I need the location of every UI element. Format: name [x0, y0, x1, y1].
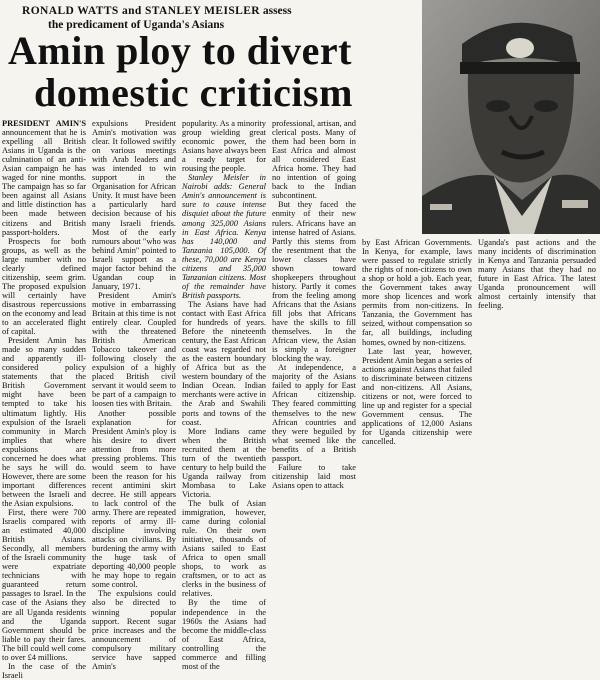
paragraph: The expulsions could also be directed to winning popular support. Recent sugar price increases and the announcement of compulsory military service have sapped Amin's — [92, 589, 176, 671]
headline — [8, 30, 418, 114]
paragraph: professional, artisan, and clerical posts. Many of them had been born in East Africa and almost all considered East Africa home. They had no intention of going back to the Indian subcontinent. — [272, 119, 356, 201]
article-column-2 — [92, 119, 176, 671]
paragraph: popularity. As a minority group wielding great economic power, the Asians have always been a ready target for rousing the people. — [182, 119, 266, 174]
photo-president-amin — [422, 0, 600, 234]
article-column-3 — [182, 119, 266, 671]
paragraph: More Indians came when the British recruited them at the turn of the twentieth century to help build the Uganda railway from Mombasa to Lake Victoria. — [182, 426, 266, 499]
paragraph: By the time of independence in the 1960s the Asians had become the middle-class of East Africa, controlling the commerce and filling most of the — [182, 598, 266, 671]
paragraph: But they faced the enmity of their new rulers. Africans have an intense hatred of Asians. Partly this stems from the resentment that the lower classes have shown toward shopkeepers throughout history. Partly it comes from the feeling among Africans that the Asians fill jobs that Africans have the skills to fill themselves. In the African view, the Asian is simply a foreigner blocking the way. — [272, 200, 356, 364]
article-column-6 — [478, 238, 596, 469]
headline-line-1: Amin ploy to divert — [8, 28, 352, 73]
paragraph: Another possible explanation for President Amin's ploy is his desire to divert attention from more pressing problems. This would seem to have been the reason for his recent antimini skirt decree. He still appears to lack control of the army. There are repeated reports of army ill-discipline involving attacks on civilians. By burdening the army with the huge task of deporting 40,000 people he may hope to regain some control. — [92, 408, 176, 590]
paragraph: At independence, a majority of the Asians failed to apply for East African citizenship. They feared committing themselves to the new African countries and they were beguiled by what seemed like the benefits of a British passport. — [272, 363, 356, 463]
headline-line-2: domestic criticism — [34, 70, 353, 115]
byline-authors: RONALD WATTS and STANLEY MEISLER — [22, 5, 260, 17]
paragraph: President Amin's motive in embarrassing Britain at this time is not entirely clear. Coupled with the threatened British American Tobacco takeover and following closely the expulsion of a highly placed British civil servant it would seem to be part of a campaign to loosen ties with Britain. — [92, 290, 176, 409]
paragraph: Failure to take citizenship laid most Asians open to attack — [272, 462, 356, 490]
paragraph-text: announcement that he is expelling all British Asians in Uganda is the culmination of an anti-Asian campaign he has waged for nine months. The campaign has so far been against all Asians and little distinction has been made between citizens and British passport-holders. — [2, 128, 86, 237]
paragraph: First, there were 700 Israelis compared with an estimated 40,000 British Asians. Secondly, all members of the Israeli community were expatriate technicians with guaranteed return passages to Israel. In the case of the Asians they are all Uganda residents and the Uganda Government should be liable to pay their fares. The bill could well come to over £4 millions. — [2, 508, 86, 662]
paragraph: by East African Governments. In Kenya, for example, laws were passed to regulate strictly the rights of non-citizens to own a shop or hold a job. Each year, the Government takes away more shop licences and work permits from non-citizens. In Tanzania, the Government has seized, without compensation so far, all buildings, including homes, owned by non-citizens. — [362, 238, 472, 347]
paragraph: expulsions President Amin's motivation was clear. It followed swiftly on various meetings with Arab leaders and was intended to win support in the Organisation for African Unity. It must have been a particularly hard decision because of his many Israeli friends. Most of the early rumours about "who was behind Amin" pointed to Israeli support as a major factor behind the Ugandan coup in January, 1971. — [92, 119, 176, 291]
paragraph — [2, 119, 86, 237]
paragraph: The Asians have had contact with East Africa for hundreds of years. Before the nineteenth century, the East African coast was regarded not as the eastern boundary of Africa but as the western boundary of the Indian Ocean. Indian merchants were active in the Arab and Swahili ports and towns of the coast. — [182, 299, 266, 427]
byline-subtitle: the predicament of Uganda's Asians — [48, 19, 225, 31]
paragraph: In the case of the Israeli — [2, 661, 86, 680]
paragraph-lead: PRESIDENT AMIN'S — [2, 119, 86, 128]
article-column-4 — [272, 119, 356, 490]
byline-assess: assess — [262, 5, 292, 17]
paragraph: Uganda's past actions and the many incidents of discrimination in Kenya and Tanzania persuaded many Asians that they had no future in East Africa. The latest Uganda pronouncement will almost certainly intensify that feeling. — [478, 238, 596, 311]
paragraph: The bulk of Asian immigration, however, came during colonial rule. On their own initiative, thousands of Asians sailed to East Africa to open small shops, to work as craftsmen, or to act as clerks in the business of relatives. — [182, 498, 266, 599]
paragraph: Prospects for both groups, as well as the large number with no clearly defined citizenship, seem grim. The proposed expulsion will certainly have disastrous repercussions on the economy and lead to an accelerated flight of capital. — [2, 236, 86, 337]
paragraph: President Amin has made so many sudden and apparently ill-considered policy statements that the British Government might have been tempted to take his ultimatum lightly. His expulsion of the Israeli community in March implies that where expulsions are concerned he does what he says he will do. However, there are some important differences between the Israeli and the Asian expulsions. — [2, 336, 86, 508]
paragraph: Stanley Meisler in Nairobi adds: General Amin's announcement is sure to cause intense disquiet about the future among 325,000 Asians in East Africa. Kenya has 140,000 and Tanzania 105,000. Of these, 70,000 are Kenya citizens and 35,000 Tanzanian citizens. Most of the remainder have British passports. — [182, 173, 266, 300]
paragraph: Late last year, however, President Amin began a series of actions against Asians that failed to discriminate between citizens and non-citizens. All Asians, citizens or not, were forced to line up and register for a special Government census. The applications of 12,000 Asians for Uganda citizenship were cancelled. — [362, 346, 473, 447]
article-column-5 — [362, 238, 472, 469]
article-column-1 — [2, 119, 86, 680]
